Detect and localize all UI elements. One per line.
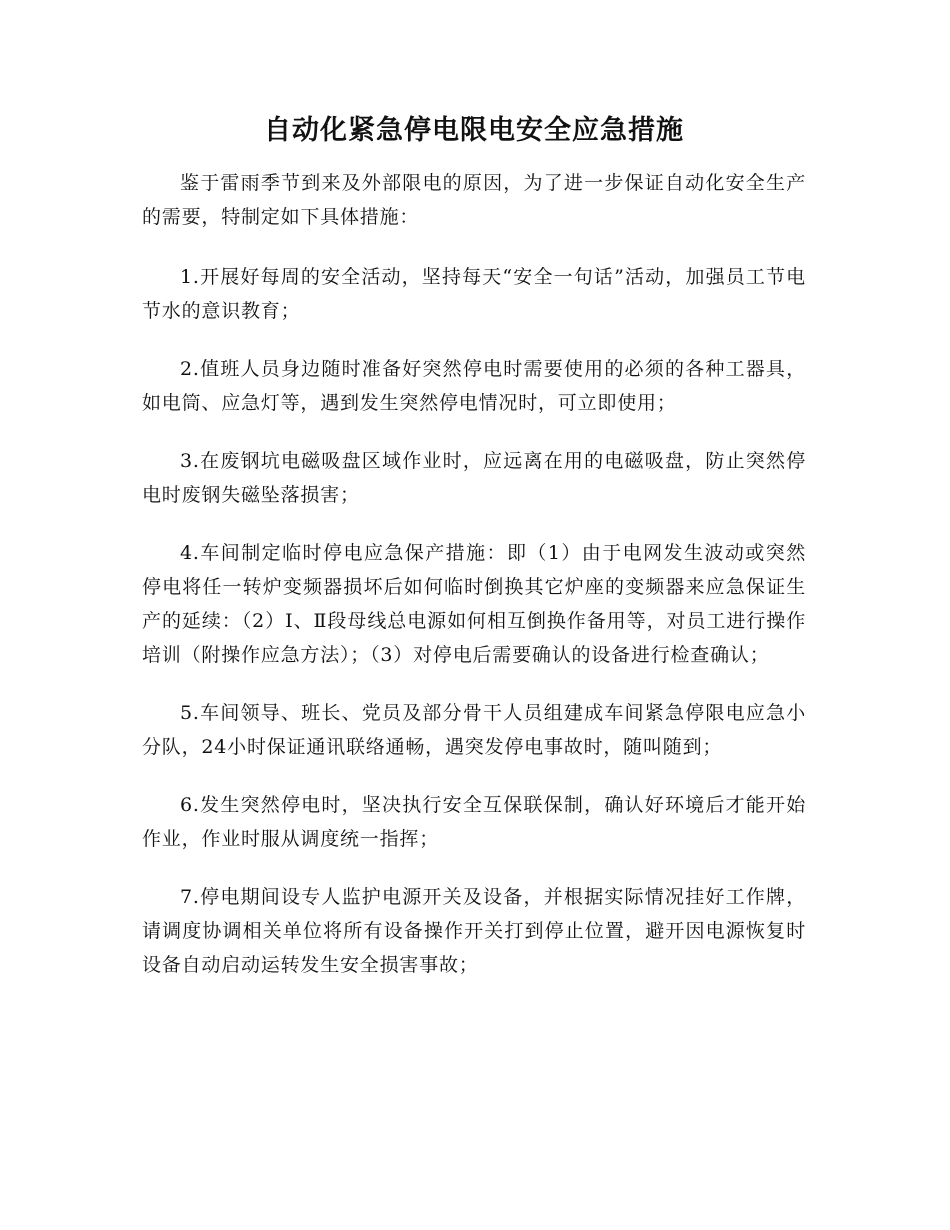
measure-item-7: 7.停电期间设专人监护电源开关及设备，并根据实际情况挂好工作牌，请调度协调相关单位将所有设备操作开关打到停止位置，避开因电源恢复时设备自动启动运转发生安全损害事故； bbox=[142, 886, 806, 976]
measure-item-2: 2.值班人员身边随时准备好突然停电时需要使用的必须的各种工器具，如电筒、应急灯等，遇到发生突然停电情况时，可立即使用； bbox=[142, 358, 806, 414]
measure-item-3: 3.在废钢坑电磁吸盘区域作业时，应远离在用的电磁吸盘，防止突然停电时废钢失磁坠落损害； bbox=[142, 450, 806, 506]
measure-item-1: 1.开展好每周的安全活动，坚持每天“安全一句话”活动，加强员工节电节水的意识教育； bbox=[142, 266, 806, 322]
intro-paragraph: 鉴于雷雨季节到来及外部限电的原因，为了进一步保证自动化安全生产的需要，特制定如下具体措施： bbox=[142, 172, 806, 228]
measure-item-6: 6.发生突然停电时，坚决执行安全互保联保制，确认好环境后才能开始作业，作业时服从调度统一指挥； bbox=[142, 794, 806, 850]
measure-item-5: 5.车间领导、班长、党员及部分骨干人员组建成车间紧急停限电应急小分队，24小时保证通讯联络通畅，遇突发停电事故时，随叫随到； bbox=[142, 702, 806, 758]
document-title: 自动化紧急停电限电安全应急措施 bbox=[264, 115, 684, 146]
measure-item-4: 4.车间制定临时停电应急保产措施：即（1）由于电网发生波动或突然停电将任一转炉变频器损坏后如何临时倒换其它炉座的变频器来应急保证生产的延续：（2）Ⅰ、Ⅱ段母线总电源如何相互倒换作备用等，对员工进行操作培训（附操作应急方法）；（3）对停电后需要确认的设备进行检查确认； bbox=[142, 542, 806, 666]
